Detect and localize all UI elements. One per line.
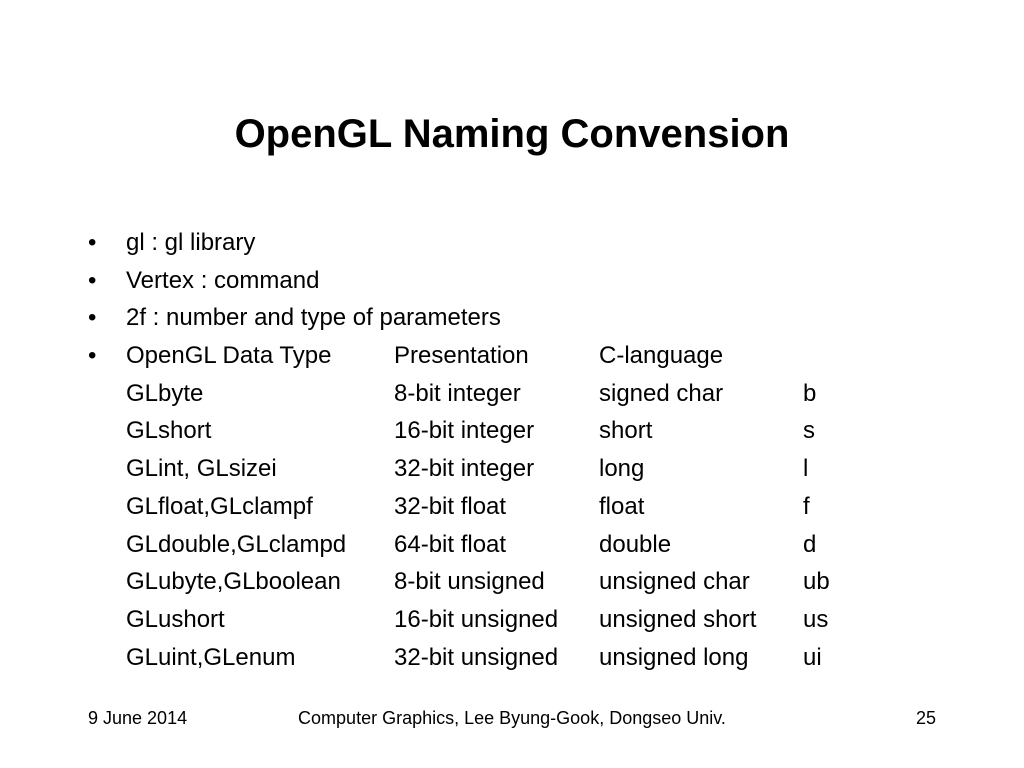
table-cell: 8-bit integer	[394, 379, 521, 407]
table-header-cell: Presentation	[394, 342, 529, 370]
table-cell: 16-bit unsigned	[394, 605, 559, 633]
bullet-marker: •	[88, 229, 97, 256]
table-cell: GLbyte	[126, 379, 204, 407]
table-cell: float	[599, 492, 645, 520]
bullet-text: gl : gl library	[126, 229, 256, 256]
table-cell: GLshort	[126, 417, 212, 445]
bullet-item	[88, 224, 988, 262]
table-cell: b	[803, 379, 817, 407]
bullet-marker: •	[88, 304, 97, 332]
table-row	[88, 526, 988, 564]
table-cell: 64-bit float	[394, 530, 507, 558]
table-header-cell: C-language	[599, 342, 724, 370]
table-row	[88, 450, 988, 488]
bullet-marker: •	[88, 266, 97, 294]
table-cell: GLdouble,GLclampd	[126, 530, 347, 558]
table-cell: 16-bit integer	[394, 417, 535, 445]
table-cell: double	[599, 530, 672, 558]
table-cell: 32-bit integer	[394, 455, 535, 483]
table-header-cell: OpenGL Data Type	[126, 342, 332, 370]
table-cell: GLint, GLsizei	[126, 455, 277, 483]
table-header-row	[88, 337, 988, 375]
table-row	[88, 563, 988, 601]
table-cell: signed char	[599, 379, 724, 407]
footer-date: 9 June 2014	[88, 708, 188, 728]
page-number: 25	[915, 708, 936, 728]
table-row	[88, 488, 988, 526]
table-row	[88, 601, 988, 639]
footer-caption: Computer Graphics, Lee Byung-Gook, Dongseo Univ.	[298, 708, 726, 728]
table-cell: us	[803, 605, 829, 633]
table-cell: 8-bit unsigned	[394, 568, 545, 596]
table-row	[88, 375, 988, 413]
table-cell: GLushort	[126, 605, 225, 633]
table-cell: unsigned long	[599, 643, 749, 671]
table-cell: long	[599, 455, 645, 483]
table-cell: GLfloat,GLclampf	[126, 492, 313, 520]
bullet-text: 2f : number and type of parameters	[126, 304, 501, 332]
table-cell: 32-bit float	[394, 492, 507, 520]
table-row	[88, 412, 988, 450]
table-cell: unsigned char	[599, 568, 750, 596]
table-cell: short	[599, 417, 653, 445]
bullet-list	[88, 224, 988, 676]
slide-title: OpenGL Naming Convension	[234, 112, 790, 156]
bullet-item	[88, 299, 988, 337]
table-cell: d	[803, 530, 817, 558]
table-cell: f	[803, 492, 810, 520]
table-row	[88, 639, 988, 677]
table-cell: GLuint,GLenum	[126, 643, 296, 671]
bullet-marker: •	[88, 342, 97, 370]
table-cell: s	[803, 417, 815, 445]
table-cell: ui	[803, 643, 822, 671]
bullet-item	[88, 262, 988, 300]
table-cell: GLubyte,GLboolean	[126, 568, 341, 596]
table-cell: 32-bit unsigned	[394, 643, 559, 671]
table-cell: ub	[803, 568, 830, 596]
bullet-text: Vertex : command	[126, 266, 320, 294]
table-cell: l	[803, 455, 809, 483]
table-cell: unsigned short	[599, 605, 757, 633]
